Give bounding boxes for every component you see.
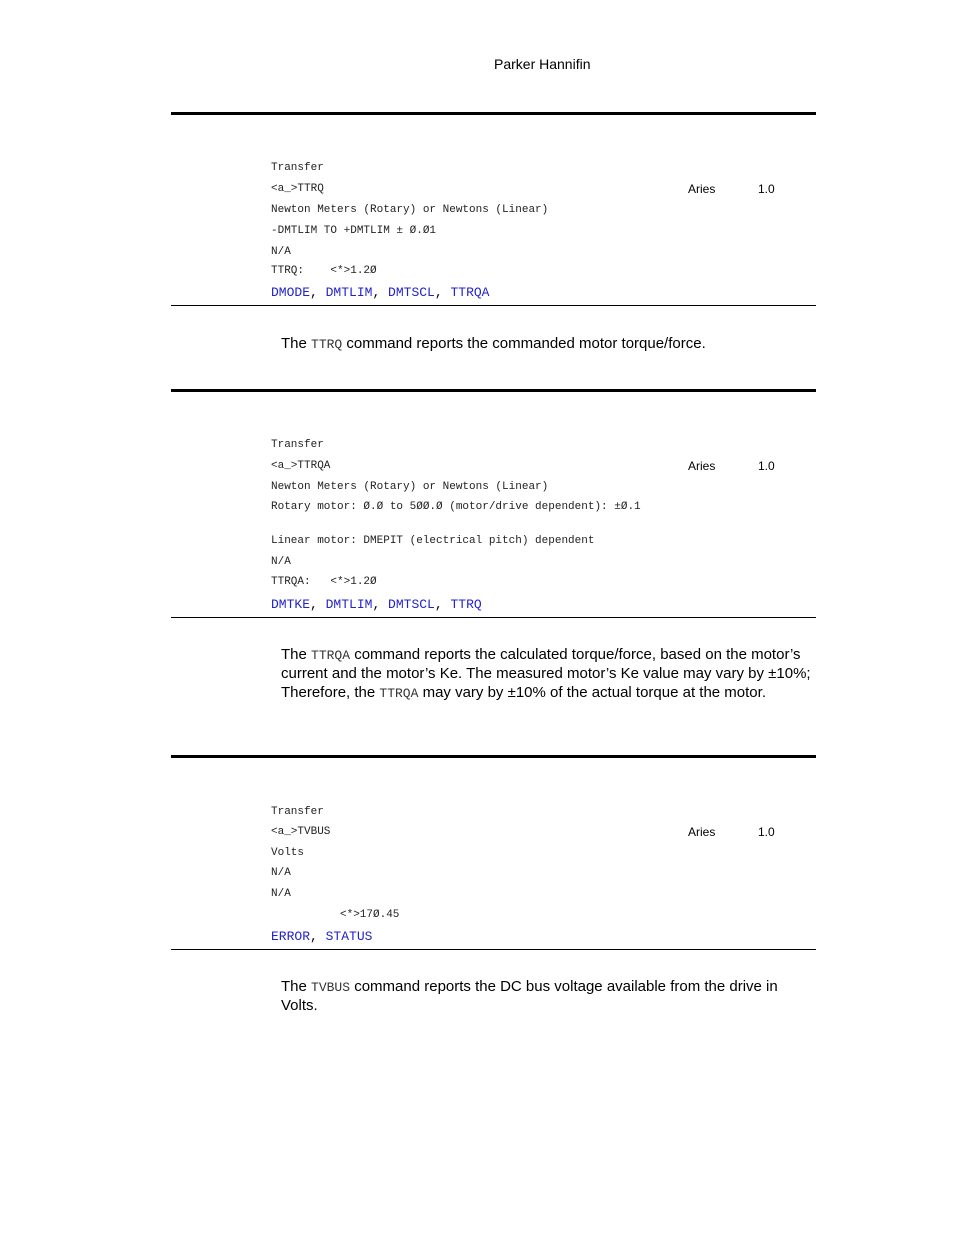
- see-also-links: ERROR, STATUS: [271, 929, 373, 944]
- product-revision: 1.0: [758, 825, 775, 839]
- command-default: N/A: [271, 246, 291, 258]
- see-also-link-dmtlim[interactable]: DMTLIM: [325, 285, 373, 300]
- inline-code: TTRQA: [311, 648, 351, 663]
- command-units: Newton Meters (Rotary) or Newtons (Linear): [271, 204, 549, 216]
- see-also-link-ttrqa[interactable]: TTRQA: [450, 285, 490, 300]
- see-also-links: DMTKE, DMTLIM, DMTSCL, TTRQ: [271, 597, 482, 612]
- see-also-links: DMODE, DMTLIM, DMTSCL, TTRQA: [271, 285, 490, 300]
- command-default: N/A: [271, 888, 291, 900]
- command-syntax: <a_>TTRQA: [271, 460, 331, 472]
- product-revision: 1.0: [758, 459, 775, 473]
- command-units: Volts: [271, 847, 305, 859]
- product-name: Aries: [688, 825, 716, 839]
- see-also-link-ttrq[interactable]: TTRQ: [450, 597, 482, 612]
- command-range: -DMTLIM TO +DMTLIM ± Ø.Ø1: [271, 225, 437, 237]
- section-rule: [171, 949, 816, 950]
- product-name: Aries: [688, 459, 716, 473]
- command-units: Newton Meters (Rotary) or Newtons (Linear): [271, 481, 549, 493]
- response-value: <*>17Ø.45: [340, 909, 400, 921]
- see-also-link-dmtscl[interactable]: DMTSCL: [388, 597, 435, 612]
- see-also-link-dmode[interactable]: DMODE: [271, 285, 311, 300]
- command-description: The TTRQA command reports the calculated torque/force, based on the motor’s current and the motor’s Ke. The measured motor’s Ke value may vary by ±10%; Therefore, the TTRQA may vary by ±10% of the actual torque at the motor.: [281, 646, 811, 701]
- command-syntax: <a_>TVBUS: [271, 826, 331, 838]
- command-description: The TVBUS command reports the DC bus voltage available from the drive in Volts.: [281, 978, 778, 1014]
- section-rule: [171, 305, 816, 306]
- response-value: <*>1.2Ø: [330, 265, 377, 277]
- command-syntax: <a_>TTRQ: [271, 183, 324, 195]
- section-rule: [171, 617, 816, 618]
- command-range-rotary: Rotary motor: Ø.Ø to 5ØØ.Ø (motor/drive dependent): ±Ø.1: [271, 501, 641, 513]
- see-also-link-dmtke[interactable]: DMTKE: [271, 597, 311, 612]
- command-type: Transfer: [271, 806, 324, 818]
- command-default: N/A: [271, 556, 291, 568]
- product-revision: 1.0: [758, 182, 775, 196]
- response-label: TTRQA:: [271, 576, 311, 588]
- command-range: N/A: [271, 867, 291, 879]
- page-header-company: Parker Hannifin: [494, 56, 591, 72]
- response-value: <*>1.2Ø: [330, 576, 377, 588]
- see-also-link-error[interactable]: ERROR: [271, 929, 311, 944]
- command-type: Transfer: [271, 439, 324, 451]
- command-response: [271, 264, 377, 278]
- command-response: [271, 575, 377, 589]
- see-also-link-dmtlim[interactable]: DMTLIM: [325, 597, 373, 612]
- inline-code: TTRQA: [379, 686, 419, 701]
- inline-code: TVBUS: [311, 980, 351, 995]
- command-range-linear: Linear motor: DMEPIT (electrical pitch) dependent: [271, 535, 595, 547]
- section-divider: [171, 112, 816, 115]
- section-divider: [171, 755, 816, 758]
- see-also-link-status[interactable]: STATUS: [325, 929, 373, 944]
- section-divider: [171, 389, 816, 392]
- inline-code: TTRQ: [311, 337, 343, 352]
- response-label: TTRQ:: [271, 265, 305, 277]
- see-also-link-dmtscl[interactable]: DMTSCL: [388, 285, 435, 300]
- command-type: Transfer: [271, 162, 324, 174]
- command-description: The TTRQ command reports the commanded motor torque/force.: [281, 335, 706, 352]
- product-name: Aries: [688, 182, 716, 196]
